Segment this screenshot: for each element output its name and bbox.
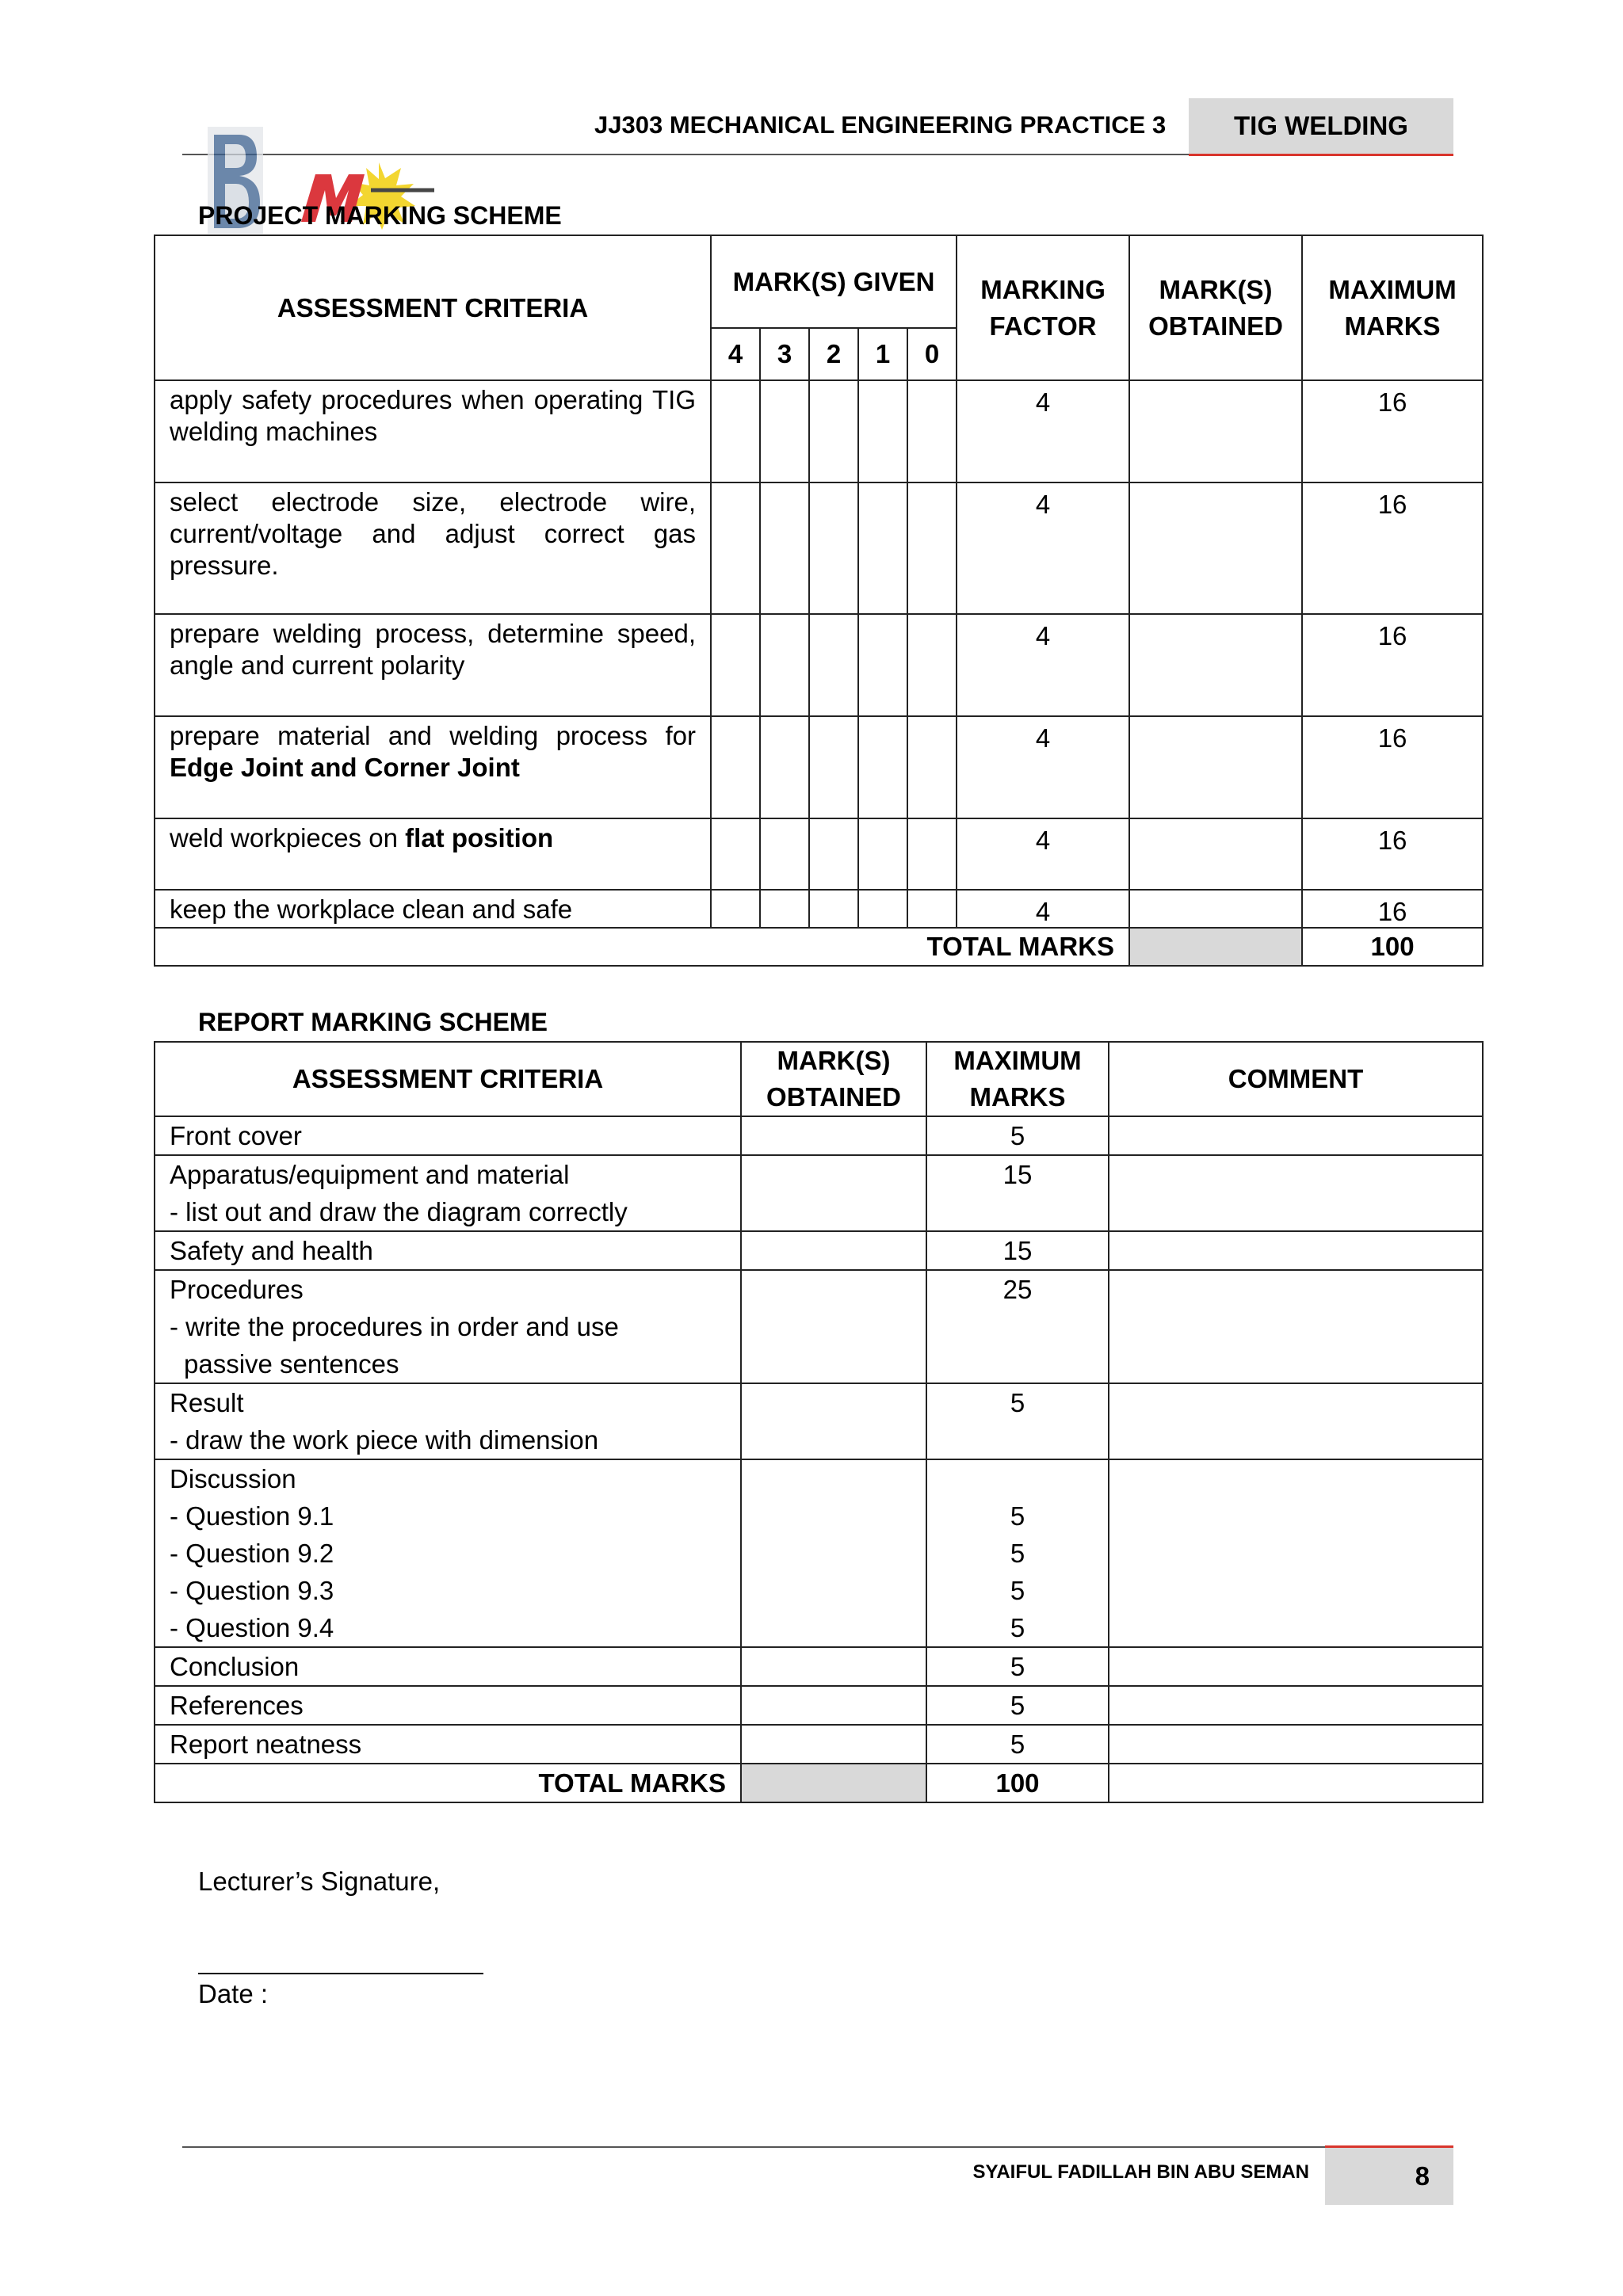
maximum-marks: 16 xyxy=(1302,890,1483,928)
criteria-text: keep the workplace clean and safe xyxy=(170,894,573,924)
project-criteria-cell xyxy=(155,716,711,818)
project-total-obtained xyxy=(1129,928,1302,966)
mark-given-box[interactable] xyxy=(858,890,907,928)
mark-given-box[interactable] xyxy=(760,614,809,716)
mark-given-box[interactable] xyxy=(907,716,957,818)
criteria-line: Front cover xyxy=(170,1121,302,1150)
criteria-line: Report neatness xyxy=(170,1730,362,1759)
mark-given-box[interactable] xyxy=(809,818,858,890)
comment-box[interactable] xyxy=(1109,1116,1483,1155)
criteria-line: - Question 9.2 xyxy=(170,1539,334,1568)
criteria-line: - list out and draw the diagram correctly xyxy=(170,1197,628,1226)
report-row xyxy=(155,1725,1483,1764)
criteria-line: - Question 9.4 xyxy=(170,1613,334,1642)
maximum-marks: 16 xyxy=(1302,482,1483,614)
scale-4: 4 xyxy=(711,328,760,380)
mark-given-box[interactable] xyxy=(809,614,858,716)
maximum-mark: 5 xyxy=(1010,1613,1025,1642)
mark-given-box[interactable] xyxy=(711,380,760,482)
project-header-criteria: ASSESSMENT CRITERIA xyxy=(155,235,711,380)
mark-given-box[interactable] xyxy=(907,890,957,928)
mark-given-box[interactable] xyxy=(760,890,809,928)
maximum-mark: 25 xyxy=(1002,1275,1033,1304)
report-total-value: 100 xyxy=(926,1764,1109,1802)
criteria-emphasis: flat position xyxy=(405,823,554,852)
report-marking-table xyxy=(154,1041,1484,1803)
mark-given-box[interactable] xyxy=(711,818,760,890)
mark-given-box[interactable] xyxy=(760,380,809,482)
comment-box[interactable] xyxy=(1109,1270,1483,1383)
marking-factor: 4 xyxy=(957,380,1129,482)
report-row xyxy=(155,1647,1483,1686)
maximum-mark: 15 xyxy=(1002,1236,1033,1265)
criteria-line: - Question 9.1 xyxy=(170,1501,334,1531)
date-label: Date : xyxy=(198,1979,269,2008)
report-obtained-box[interactable] xyxy=(741,1270,926,1383)
marks-obtained-box[interactable] xyxy=(1129,716,1302,818)
criteria-text: prepare material and welding process for xyxy=(170,721,696,750)
criteria-line: Result xyxy=(170,1388,244,1417)
mark-given-box[interactable] xyxy=(809,482,858,614)
report-maximum-cell xyxy=(926,1116,1109,1155)
marking-factor: 4 xyxy=(957,716,1129,818)
signature-line xyxy=(198,1973,483,1974)
criteria-line: Apparatus/equipment and material xyxy=(170,1160,570,1189)
mark-given-box[interactable] xyxy=(711,716,760,818)
project-row xyxy=(155,380,1483,482)
mark-given-box[interactable] xyxy=(907,482,957,614)
mark-given-box[interactable] xyxy=(907,614,957,716)
criteria-line: - Question 9.3 xyxy=(170,1576,334,1605)
author-name: SYAIFUL FADILLAH BIN ABU SEMAN xyxy=(972,2161,1309,2183)
project-row xyxy=(155,716,1483,818)
page-number: 8 xyxy=(1415,2161,1430,2191)
report-maximum-line-1: MAXIMUM xyxy=(953,1046,1082,1075)
maximum-marks: 16 xyxy=(1302,818,1483,890)
report-maximum-cell xyxy=(926,1725,1109,1764)
report-maximum-cell xyxy=(926,1383,1109,1459)
report-header-comment: COMMENT xyxy=(1109,1042,1483,1116)
report-row xyxy=(155,1459,1483,1647)
report-row xyxy=(155,1116,1483,1155)
criteria-line: Conclusion xyxy=(170,1652,300,1681)
project-total-label: TOTAL MARKS xyxy=(155,928,1129,966)
report-criteria-cell xyxy=(155,1270,741,1383)
mark-given-box[interactable] xyxy=(907,818,957,890)
maximum-mark: 5 xyxy=(1010,1501,1025,1531)
project-row xyxy=(155,614,1483,716)
mark-given-box[interactable] xyxy=(760,818,809,890)
project-header-marks-given: MARK(S) GIVEN xyxy=(711,235,957,328)
project-header-obtained xyxy=(1129,235,1302,380)
project-section-title: PROJECT MARKING SCHEME xyxy=(198,201,562,230)
criteria-line: - draw the work piece with dimension xyxy=(170,1425,599,1455)
report-obtained-box[interactable] xyxy=(741,1725,926,1764)
criteria-text: weld workpieces on xyxy=(170,823,406,852)
report-section-title: REPORT MARKING SCHEME xyxy=(198,1008,548,1036)
report-obtained-box[interactable] xyxy=(741,1383,926,1459)
report-row xyxy=(155,1155,1483,1231)
report-row xyxy=(155,1686,1483,1725)
maximum-mark xyxy=(927,1460,1108,1497)
report-criteria-cell xyxy=(155,1116,741,1155)
project-criteria-cell xyxy=(155,614,711,716)
lecturer-signature-label: Lecturer’s Signature, xyxy=(198,1867,441,1896)
report-total-label: TOTAL MARKS xyxy=(155,1764,741,1802)
report-obtained-line-2: OBTAINED xyxy=(766,1082,901,1112)
report-maximum-cell xyxy=(926,1231,1109,1270)
report-maximum-line-2: MARKS xyxy=(969,1082,1066,1112)
mark-given-box[interactable] xyxy=(711,614,760,716)
mark-given-box[interactable] xyxy=(858,482,907,614)
obtained-line-1: MARK(S) xyxy=(1159,274,1273,304)
report-criteria-cell xyxy=(155,1725,741,1764)
marks-obtained-box[interactable] xyxy=(1129,890,1302,928)
report-row xyxy=(155,1270,1483,1383)
project-criteria-cell xyxy=(155,380,711,482)
maximum-mark: 15 xyxy=(1002,1160,1033,1189)
criteria-line: Discussion xyxy=(170,1464,296,1493)
report-obtained-line-1: MARK(S) xyxy=(777,1046,891,1075)
report-criteria-cell xyxy=(155,1686,741,1725)
marks-obtained-box[interactable] xyxy=(1129,482,1302,614)
mark-given-box[interactable] xyxy=(858,818,907,890)
mark-given-box[interactable] xyxy=(809,380,858,482)
mark-given-box[interactable] xyxy=(711,890,760,928)
report-row xyxy=(155,1383,1483,1459)
report-criteria-cell xyxy=(155,1383,741,1459)
marks-obtained-box[interactable] xyxy=(1129,380,1302,482)
maximum-mark: 5 xyxy=(1010,1576,1025,1605)
topic-tag: TIG WELDING xyxy=(1189,98,1453,154)
course-title: JJ303 MECHANICAL ENGINEERING PRACTICE 3 xyxy=(594,111,1167,139)
factor-line-2: FACTOR xyxy=(989,311,1097,341)
maximum-marks: 16 xyxy=(1302,614,1483,716)
criteria-text: prepare welding process, determine speed, angle and current polarity xyxy=(170,619,696,680)
report-maximum-cell xyxy=(926,1270,1109,1383)
maximum-line-2: MARKS xyxy=(1344,311,1441,341)
scale-3: 3 xyxy=(760,328,809,380)
criteria-line: Procedures xyxy=(170,1275,304,1304)
report-obtained-box[interactable] xyxy=(741,1459,926,1647)
mark-given-box[interactable] xyxy=(858,614,907,716)
marking-factor: 4 xyxy=(957,614,1129,716)
marks-obtained-box[interactable] xyxy=(1129,818,1302,890)
mark-given-box[interactable] xyxy=(858,380,907,482)
mark-given-box[interactable] xyxy=(907,380,957,482)
project-header-factor xyxy=(957,235,1129,380)
maximum-mark: 5 xyxy=(1010,1652,1025,1681)
marking-factor: 4 xyxy=(957,482,1129,614)
comment-box[interactable] xyxy=(1109,1459,1483,1647)
criteria-text: select electrode size, electrode wire, current/voltage and adjust correct gas pressure. xyxy=(170,487,696,580)
report-obtained-box[interactable] xyxy=(741,1647,926,1686)
maximum-marks: 16 xyxy=(1302,380,1483,482)
project-row xyxy=(155,818,1483,890)
report-maximum-cell xyxy=(926,1155,1109,1231)
page-number-box xyxy=(1325,2148,1453,2205)
marking-factor: 4 xyxy=(957,818,1129,890)
criteria-emphasis: Edge Joint and Corner Joint xyxy=(170,753,520,782)
report-header-maximum xyxy=(926,1042,1109,1116)
mark-given-box[interactable] xyxy=(858,716,907,818)
maximum-mark: 5 xyxy=(1010,1691,1025,1720)
project-row xyxy=(155,482,1483,614)
maximum-mark: 5 xyxy=(1010,1730,1025,1759)
scale-0: 0 xyxy=(907,328,957,380)
report-criteria-cell xyxy=(155,1231,741,1270)
report-header-criteria: ASSESSMENT CRITERIA xyxy=(155,1042,741,1116)
maximum-line-1: MAXIMUM xyxy=(1328,274,1457,304)
report-row xyxy=(155,1231,1483,1270)
report-criteria-cell xyxy=(155,1155,741,1231)
criteria-line: passive sentences xyxy=(184,1349,399,1379)
mark-given-box[interactable] xyxy=(760,482,809,614)
header-accent-line xyxy=(1189,154,1453,156)
report-obtained-box[interactable] xyxy=(741,1116,926,1155)
report-total-comment xyxy=(1109,1764,1483,1802)
project-marking-table xyxy=(154,235,1484,967)
mark-given-box[interactable] xyxy=(760,716,809,818)
report-maximum-cell xyxy=(926,1647,1109,1686)
scale-1: 1 xyxy=(858,328,907,380)
comment-box[interactable] xyxy=(1109,1383,1483,1459)
report-obtained-box[interactable] xyxy=(741,1231,926,1270)
comment-box[interactable] xyxy=(1109,1155,1483,1231)
maximum-mark: 5 xyxy=(1010,1121,1025,1150)
mark-given-box[interactable] xyxy=(711,482,760,614)
obtained-line-2: OBTAINED xyxy=(1148,311,1283,341)
project-criteria-cell xyxy=(155,818,711,890)
maximum-marks: 16 xyxy=(1302,716,1483,818)
report-total-obtained xyxy=(741,1764,926,1802)
criteria-text: apply safety procedures when operating TIG welding machines xyxy=(170,385,696,446)
comment-box[interactable] xyxy=(1109,1231,1483,1270)
report-obtained-box[interactable] xyxy=(741,1686,926,1725)
project-criteria-cell xyxy=(155,482,711,614)
report-criteria-cell xyxy=(155,1647,741,1686)
mark-given-box[interactable] xyxy=(809,716,858,818)
footer-divider xyxy=(182,2146,1453,2148)
project-criteria-cell xyxy=(155,890,711,928)
comment-box[interactable] xyxy=(1109,1647,1483,1686)
project-total-value: 100 xyxy=(1302,928,1483,966)
mark-given-box[interactable] xyxy=(809,890,858,928)
marks-obtained-box[interactable] xyxy=(1129,614,1302,716)
comment-box[interactable] xyxy=(1109,1725,1483,1764)
scale-2: 2 xyxy=(809,328,858,380)
comment-box[interactable] xyxy=(1109,1686,1483,1725)
report-maximum-cell xyxy=(926,1459,1109,1647)
maximum-mark: 5 xyxy=(1010,1388,1025,1417)
project-row xyxy=(155,890,1483,928)
criteria-line: - write the procedures in order and use xyxy=(170,1312,619,1341)
criteria-line: Safety and health xyxy=(170,1236,373,1265)
factor-line-1: MARKING xyxy=(980,274,1106,304)
report-header-obtained xyxy=(741,1042,926,1116)
maximum-mark: 5 xyxy=(1010,1539,1025,1568)
criteria-line: References xyxy=(170,1691,304,1720)
report-criteria-cell xyxy=(155,1459,741,1647)
report-maximum-cell xyxy=(926,1686,1109,1725)
project-header-maximum xyxy=(1302,235,1483,380)
marking-factor: 4 xyxy=(957,890,1129,928)
report-obtained-box[interactable] xyxy=(741,1155,926,1231)
